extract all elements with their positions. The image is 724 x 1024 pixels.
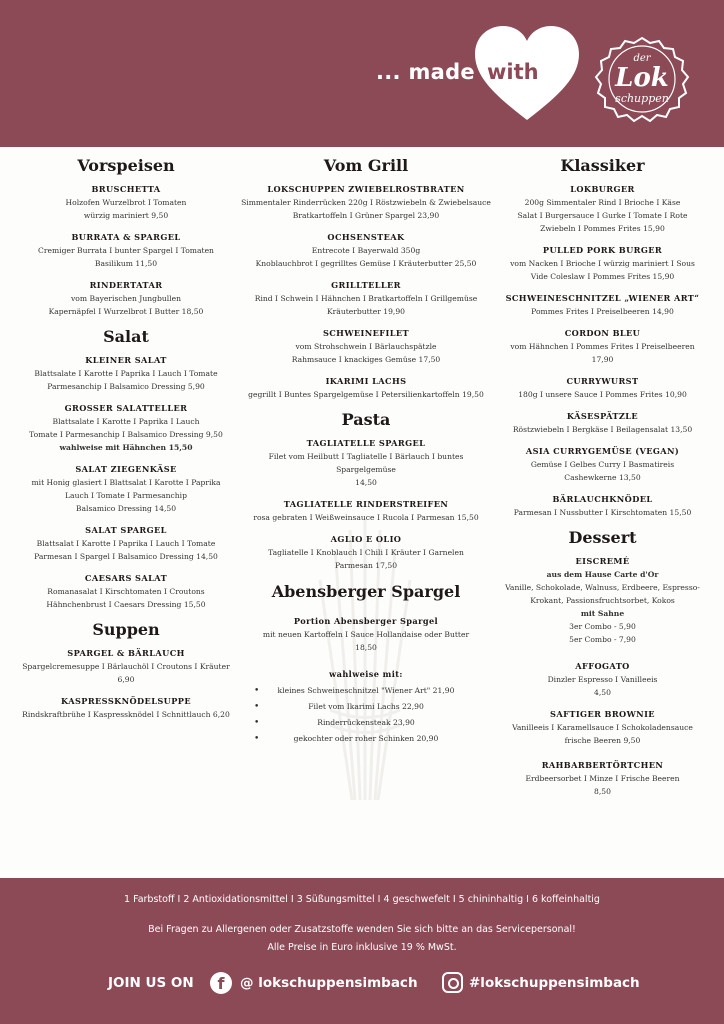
item-name: TAGLIATELLE SPARGEL [306,438,426,448]
menu-item [20,402,232,454]
menu-item [240,279,492,318]
menu-item [20,231,232,270]
section-title: Abensberger Spargel [271,582,461,601]
menu-item [240,375,492,401]
item-desc: 14,50 [355,478,377,487]
item-desc: Spargelcremesuppe I Bärlauchöl I Croutons I Kräuter [22,662,230,671]
item-name: OCHSENSTEAK [327,232,405,242]
item-desc: Parmesan I Spargel I Balsamico Dressing 14,50 [34,552,218,561]
item-desc: Salat I Burgersauce I Gurke I Tomate I Rote [517,211,688,220]
item-name: SCHWEINEFILET [322,328,410,338]
svg-text:Lok: Lok [615,63,669,93]
section-title: Salat [103,327,149,346]
item-desc: Rahmsauce I knackiges Gemüse 17,50 [291,355,441,364]
item-name: GRILLTELLER [331,280,401,290]
item-name: PULLED PORK BURGER [542,245,663,255]
menu-item [240,231,492,270]
item-desc: 180g I unsere Sauce I Pommes Frites 10,90 [518,390,687,399]
menu-item [20,572,232,611]
item-desc: Blattsalat I Karotte I Paprika I Lauch I Tomate [36,539,216,548]
item-desc: Gemüse I Gelbes Curry I Basmatireis [530,460,675,469]
section-title: Dessert [568,528,637,547]
allergen-note: Bei Fragen zu Allergenen oder Zusatzstoffe wenden Sie sich bitte an das Servicepersonal! [148,924,576,935]
item-name: Portion Abensberger Spargel [293,616,439,626]
item-desc: vom Strohschwein I Bärlauchspätzle [295,342,437,351]
item-desc: Rind I Schwein I Hähnchen I Bratkartoffeln I Grillgemüse [254,294,478,303]
item-desc: Cremiger Burrata I bunter Spargel I Tomaten [38,246,214,255]
menu-item [500,445,705,484]
item-desc: vom Hähnchen I Pommes Frites I Preiselbeeren [510,342,695,351]
item-desc: Kapernäpfel I Wurzelbrot I Butter 18,50 [48,307,204,316]
instagram-link[interactable]: #lokschuppensimbach [469,975,640,991]
section-title: Pasta [341,410,391,429]
facebook-icon[interactable]: f [210,972,232,994]
item-desc: Bratkartoffeln I Grüner Spargel 23,90 [292,211,440,220]
facebook-link[interactable]: @ lokschuppensimbach [240,975,418,991]
item-desc: 18,50 [355,643,377,652]
section-vom-grill [240,156,492,401]
item-desc: frische Beeren 9,50 [564,736,641,745]
item-name: GROSSER SALATTELLER [64,403,188,413]
menu-item [20,354,232,393]
menu-item [500,410,705,436]
item-name: AGLIO E OLIO [330,534,402,544]
section-title: Suppen [92,620,160,639]
menu-item [500,375,705,401]
item-name: SALAT SPARGEL [85,525,167,535]
item-desc: 200g Simmentaler Rind I Brioche I Käse [524,198,681,207]
item-desc: Entrecote I Bayerwald 350g [311,246,421,255]
list-item: • Rinderrückensteak 23,90 [254,718,415,728]
item-desc: vom Bayerischen Jungbullen [71,294,181,303]
item-name: LOKBURGER [570,184,635,194]
heart-word: with [487,60,539,84]
menu-item [500,759,705,798]
item-desc: Knoblauchbrot I gegrilltes Gemüse I Kräuterbutter 25,50 [255,259,477,268]
item-desc: Parmesan 17,50 [334,561,398,570]
item-name: BURRATA & SPARGEL [71,232,181,242]
menu-item [500,244,705,283]
section-pasta [240,410,492,572]
item-desc: Vanille, Schokolade, Walnuss, Erdbeere, Espresso- [505,583,700,592]
item-name: CURRYWURST [566,376,639,386]
item-desc: gegrillt I Buntes Spargelgemüse I Petersilienkartoffeln 19,50 [248,390,484,399]
section-abensberger-spargel [240,582,492,747]
item-desc: Blattsalate I Karotte I Paprika I Lauch I Tomate [34,369,218,378]
additives-legend: 1 Farbstoff I 2 Antioxidationsmittel I 3 Süßungsmittel I 4 geschwefelt I 5 chininhaltig I 6 koffeinhaltig [124,894,600,905]
item-desc: Parmesan I Nussbutter I Kirschtomaten 15,50 [513,508,692,517]
item-name: IKARIMI LACHS [325,376,407,386]
item-name: SCHWEINESCHNITZEL „WIENER ART“ [505,293,700,303]
item-name: CORDON BLEU [564,328,641,338]
item-name: RINDERTATAR [89,280,163,290]
item-desc: Parmesanchip I Balsamico Dressing 5,90 [47,382,205,391]
menu-item [500,660,705,699]
list-item: • kleines Schweineschnitzel "Wiener Art" 21,90 [254,686,455,696]
item-desc: Zwiebeln I Pommes Frites 15,90 [540,224,665,233]
item-desc: Kräuterbutter 19,90 [326,307,406,316]
item-desc: 6,90 [117,675,135,684]
item-desc: mit Honig glasiert I Blattsalat I Karotte I Paprika [31,478,221,487]
menu-item [240,615,492,654]
menu-column-middle [240,152,492,747]
item-desc: Lauch I Tomate I Parmesanchip [65,491,187,500]
section-klassiker [500,156,705,519]
footer-banner [0,878,724,1024]
item-subtitle: aus dem Hause Carte d'Or [546,570,659,579]
item-desc: vom Nacken I Brioche I würzig mariniert I Sous [510,259,695,268]
menu-item [20,524,232,563]
price-note: Alle Preise in Euro inklusive 19 % MwSt. [267,942,457,953]
list-item: • gekochter oder roher Schinken 20,90 [254,734,439,744]
item-name: LOKSCHUPPEN ZWIEBELROSTBRATEN [267,184,465,194]
item-desc: 3er Combo - 5,90 [569,622,636,631]
svg-text:der: der [633,53,651,64]
item-name: SPARGEL & BÄRLAUCH [67,648,185,658]
item-name: RAHBARBERTÖRTCHEN [541,760,664,770]
item-desc: Rindskraftbrühe I Kaspressknödel I Schnittlauch 6,20 [22,710,230,719]
item-desc: Blattsalate I Karotte I Paprika I Lauch [52,417,200,426]
item-desc: Vanilleeis I Karamellsauce I Schokoladensauce [512,723,693,732]
tagline: ... made [376,60,475,84]
item-desc: Erdbeersorbet I Minze I Frische Beeren [525,774,680,783]
section-suppen [20,620,232,721]
item-desc: 5er Combo - 7,90 [569,635,636,644]
section-title: Klassiker [560,156,645,175]
item-desc: Vide Coleslaw I Pommes Frites 15,90 [530,272,675,281]
options-list [240,683,492,747]
menu-item [500,708,705,747]
section-title: Vorspeisen [77,156,175,175]
item-desc: Krokant, Passionsfruchtsorbet, Kokos [530,596,675,605]
menu-item [240,498,492,524]
item-name: CAESARS SALAT [84,573,168,583]
item-desc: 17,90 [591,355,614,364]
section-vorspeisen [20,156,232,318]
item-desc: Romanasalat I Kirschtomaten I Croutons [47,587,205,596]
item-name: SAFTIGER BROWNIE [550,709,655,719]
item-desc: Basilikum 11,50 [94,259,158,268]
menu-item [500,327,705,366]
item-desc: Holzofen Wurzelbrot I Tomaten [65,198,187,207]
item-extra: mit Sahne [580,609,625,618]
item-desc: Tomate I Parmesanchip I Balsamico Dressing 9,50 [29,430,223,439]
item-name: BÄRLAUCHKNÖDEL [552,494,653,504]
item-name: TAGLIATELLE RINDERSTREIFEN [283,499,449,509]
menu-item [500,493,705,519]
item-desc: Pommes Frites I Preiselbeeren 14,90 [531,307,674,316]
item-desc: Simmentaler Rinderrücken 220g I Röstzwiebeln & Zwiebelsauce [241,198,491,207]
svg-text:schuppen: schuppen [615,92,669,105]
item-desc: Tagliatelle I Knoblauch I Chili I Kräuter I Garnelen [268,548,464,557]
item-desc: Cashewkerne 13,50 [564,473,641,482]
section-title: Vom Grill [323,156,409,175]
lokschuppen-logo [592,34,692,124]
item-desc: Filet vom Heilbutt I Tagliatelle I Bärlauch I buntes Spargelgemüse [268,452,464,474]
menu-item [240,533,492,572]
menu-item [20,647,232,686]
item-name: ASIA CURRYGEMÜSE (VEGAN) [525,446,680,456]
menu-item [500,183,705,235]
menu-column-right [500,152,705,807]
item-desc: rosa gebraten I Weißweinsauce I Rucola I Parmesan 15,50 [253,513,479,522]
item-name: BRUSCHETTA [91,184,161,194]
header-banner [0,0,724,147]
item-name: KLEINER SALAT [85,355,167,365]
item-desc: 8,50 [594,787,611,796]
item-desc: Röstzwiebeln I Bergkäse I Beilagensalat 13,50 [512,425,693,434]
join-us-label: JOIN US ON [108,975,194,991]
item-name: AFFOGATO [575,661,630,671]
section-dessert [500,528,705,798]
menu-item [500,555,705,646]
item-desc: Balsamico Dressing 14,50 [75,504,177,513]
section-salat [20,327,232,611]
item-extra: wahlweise mit Hähnchen 15,50 [59,443,193,452]
item-desc: mit neuen Kartoffeln I Sauce Hollandaise oder Butter [262,630,470,639]
menu-item [20,695,232,721]
menu-item [240,183,492,222]
list-item: • Filet vom Ikarimi Lachs 22,90 [254,702,424,712]
item-name: KASPRESSKNÖDELSUPPE [61,696,191,706]
instagram-icon[interactable] [442,972,463,993]
item-desc: Hähnchenbrust I Caesars Dressing 15,50 [46,600,206,609]
options-title: wahlweise mit: [329,669,403,679]
menu-item [20,183,232,222]
item-desc: 4,50 [594,688,611,697]
menu-column-left [20,152,232,730]
item-desc: Dinzler Espresso I Vanilleeis [547,675,658,684]
menu-item [240,327,492,366]
menu-item [240,437,492,489]
item-name: EISCREMÉ [575,556,630,566]
menu-item [20,463,232,515]
item-name: KÄSESPÄTZLE [566,411,639,421]
item-name: SALAT ZIEGENKÄSE [75,464,177,474]
menu-item [20,279,232,318]
item-desc: würzig mariniert 9,50 [83,211,169,220]
menu-item [500,292,705,318]
